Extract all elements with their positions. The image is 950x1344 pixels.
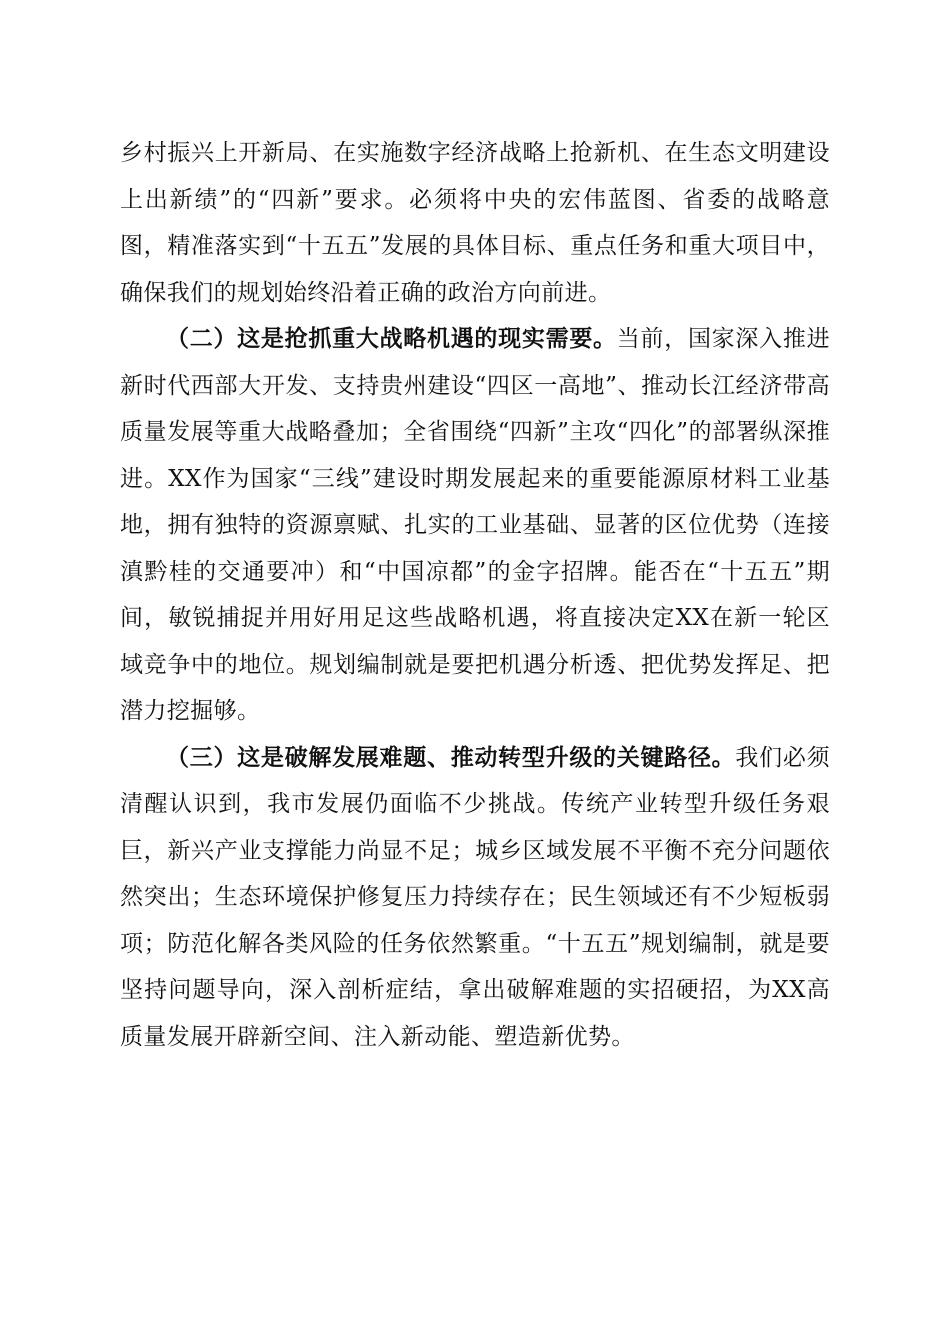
- paragraph-section-3: [120, 735, 830, 1061]
- section-heading: （二）这是抢抓重大战略机遇的现实需要。: [166, 325, 617, 352]
- paragraph-section-2: [120, 316, 830, 735]
- paragraph-continuation: [120, 130, 830, 316]
- paragraph-text: 乡村振兴上开新局、在实施数字经济战略上抢新机、在生态文明建设上出新绩”的“四新”要求。必须将中央的宏伟蓝图、省委的战略意图，精准落实到“十五五”发展的具体目标、重点任务和重大项目中，确保我们的规划始终沿着正确的政治方向前进。: [120, 140, 830, 306]
- document-body: [120, 130, 830, 1060]
- paragraph-text: 当前，国家深入推进新时代西部大开发、支持贵州建设“四区一高地”、推动长江经济带高质量发展等重大战略叠加；全省围绕“四新”主攻“四化”的部署纵深推进。XX作为国家“三线”建设时期发展起来的重要能源原材料工业基地，拥有独特的资源禀赋、扎实的工业基础、显著的区位优势（连接滇黔桂的交通要冲）和“中国凉都”的金字招牌。能否在“十五五”期间，敏锐捕捉并用好用足这些战略机遇，将直接决定XX在新一轮区域竞争中的地位。规划编制就是要把机遇分析透、把优势发挥足、把潜力挖掘够。: [120, 326, 830, 724]
- section-heading: （三）这是破解发展难题、推动转型升级的关键路径。: [166, 743, 736, 771]
- paragraph-text: 我们必须清醒认识到，我市发展仍面临不少挑战。传统产业转型升级任务艰巨，新兴产业支撑能力尚显不足；城乡区域发展不平衡不充分问题依然突出；生态环境保护修复压力持续存在；民生领域还有不少短板弱项；防范化解各类风险的任务依然繁重。“十五五”规划编制，就是要坚持问题导向，深入剖析症结，拿出破解难题的实招硬招，为XX高质量发展开辟新空间、注入新动能、塑造新优势。: [120, 744, 830, 1050]
